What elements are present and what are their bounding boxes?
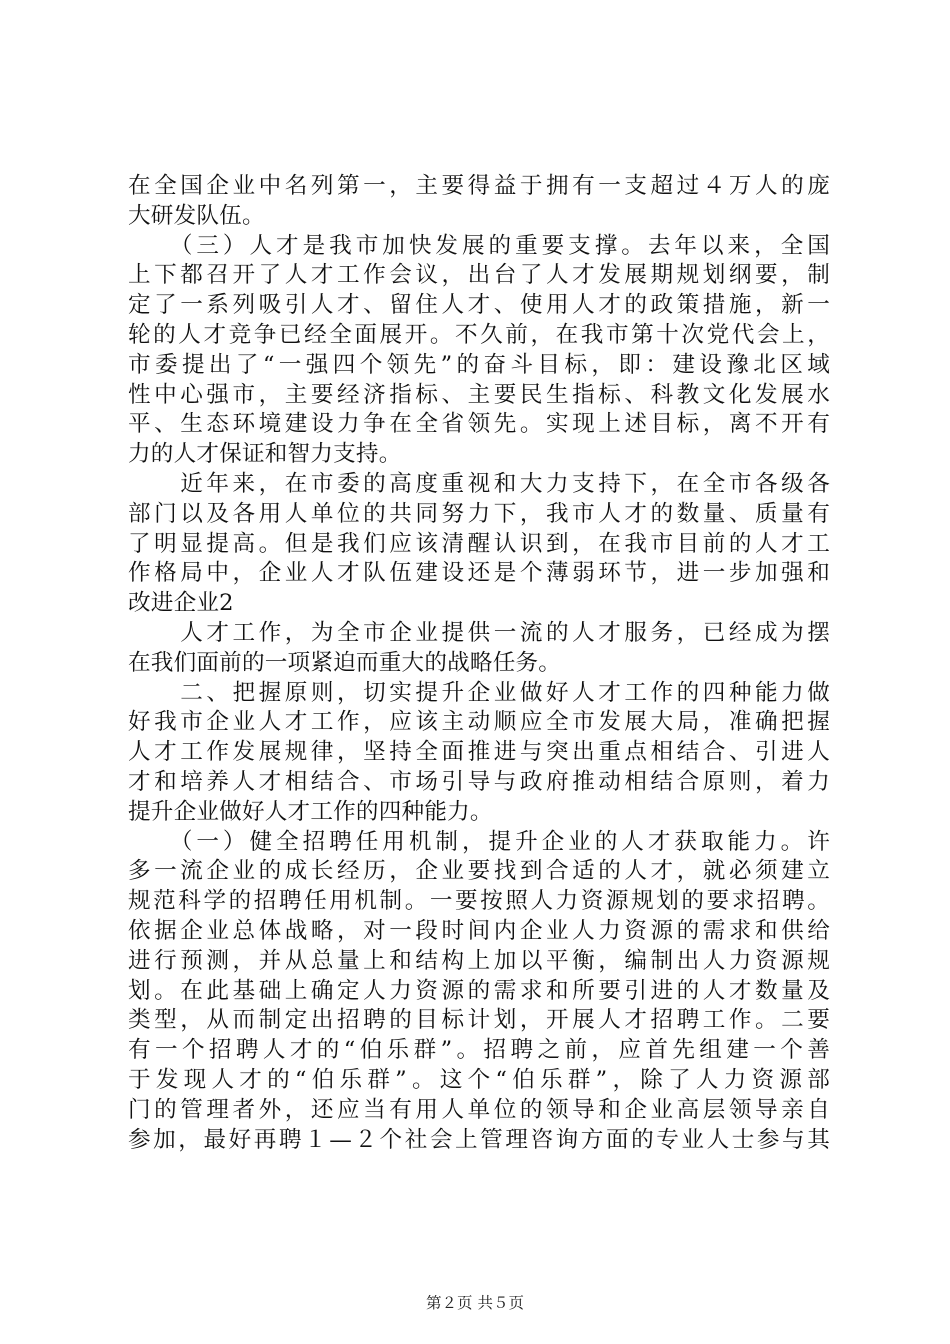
text-line: 二、把握原则，切实提升企业做好人才工作的四种能力做 [128,679,830,706]
text-line: 了明显提高。但是我们应该清醒认识到，在我市目前的人才工 [128,530,830,557]
text-line: 性中心强市，主要经济指标、主要民生指标、科教文化发展水 [128,381,830,408]
text-line: 在我们面前的一项紧迫而重大的战略任务。 [128,649,562,676]
text-line: 才和培养人才相结合、市场引导与政府推动相结合原则，着力 [128,768,830,795]
text-line: 大研发队伍。 [128,202,265,229]
text-line: 参加，最好再聘１—２个社会上管理咨询方面的专业人士参与其 [128,1126,830,1153]
text-line: 作格局中，企业人才队伍建设还是个薄弱环节，进一步加强和 [128,560,830,587]
text-line: 定了一系列吸引人才、留住人才、使用人才的政策措施，新一 [128,292,830,319]
text-line: 人才工作发展规律，坚持全面推进与突出重点相结合、引进人 [128,739,830,766]
text-line: 市委提出了“一强四个领先”的奋斗目标，即：建设豫北区域 [128,351,830,378]
text-line: （一）健全招聘任用机制，提升企业的人才获取能力。许 [128,828,830,855]
text-line: 多一流企业的成长经历，企业要找到合适的人才，就必须建立 [128,858,830,885]
text-line: 上下都召开了人才工作会议，出台了人才发展期规划纲要，制 [128,262,830,289]
text-line: 轮的人才竞争已经全面展开。不久前，在我市第十次党代会上， [128,321,830,348]
text-line: 在全国企业中名列第一，主要得益于拥有一支超过４万人的庞 [128,173,830,199]
text-line: 人才工作，为全市企业提供一流的人才服务，已经成为摆 [128,619,830,646]
text-line: 力的人才保证和智力支持。 [128,441,402,468]
text-line: 改进企业2 [128,590,234,617]
text-line: 有一个招聘人才的“伯乐群”。招聘之前，应首先组建一个善 [128,1037,830,1064]
text-line: 部门以及各用人单位的共同努力下，我市人才的数量、质量有 [128,500,830,527]
text-line: 进行预测，并从总量上和结构上加以平衡，编制出人力资源规 [128,947,830,974]
text-line: 依据企业总体战略，对一段时间内企业人力资源的需求和供给 [128,917,830,944]
text-line: 门的管理者外，还应当有用人单位的领导和企业高层领导亲自 [128,1096,830,1123]
text-line: （三）人才是我市加快发展的重要支撑。去年以来，全国 [128,232,830,259]
text-line: 平、生态环境建设力争在全省领先。实现上述目标，离不开有 [128,411,830,438]
text-line: 好我市企业人才工作，应该主动顺应全市发展大局，准确把握 [128,709,830,736]
text-line: 规范科学的招聘任用机制。一要按照人力资源规划的要求招聘。 [128,888,830,915]
page-number: 第２页 共５页 [426,1294,524,1312]
document-body [128,172,830,1155]
text-line: 类型，从而制定出招聘的目标计划，开展人才招聘工作。二要 [128,1007,830,1034]
text-line: 于发现人才的“伯乐群”。这个“伯乐群”，除了人力资源部 [128,1066,830,1093]
text-line: 提升企业做好人才工作的四种能力。 [128,798,493,825]
text-line: 划。在此基础上确定人力资源的需求和所要引进的人才数量及 [128,977,830,1004]
text-line: 近年来，在市委的高度重视和大力支持下，在全市各级各 [128,470,830,497]
